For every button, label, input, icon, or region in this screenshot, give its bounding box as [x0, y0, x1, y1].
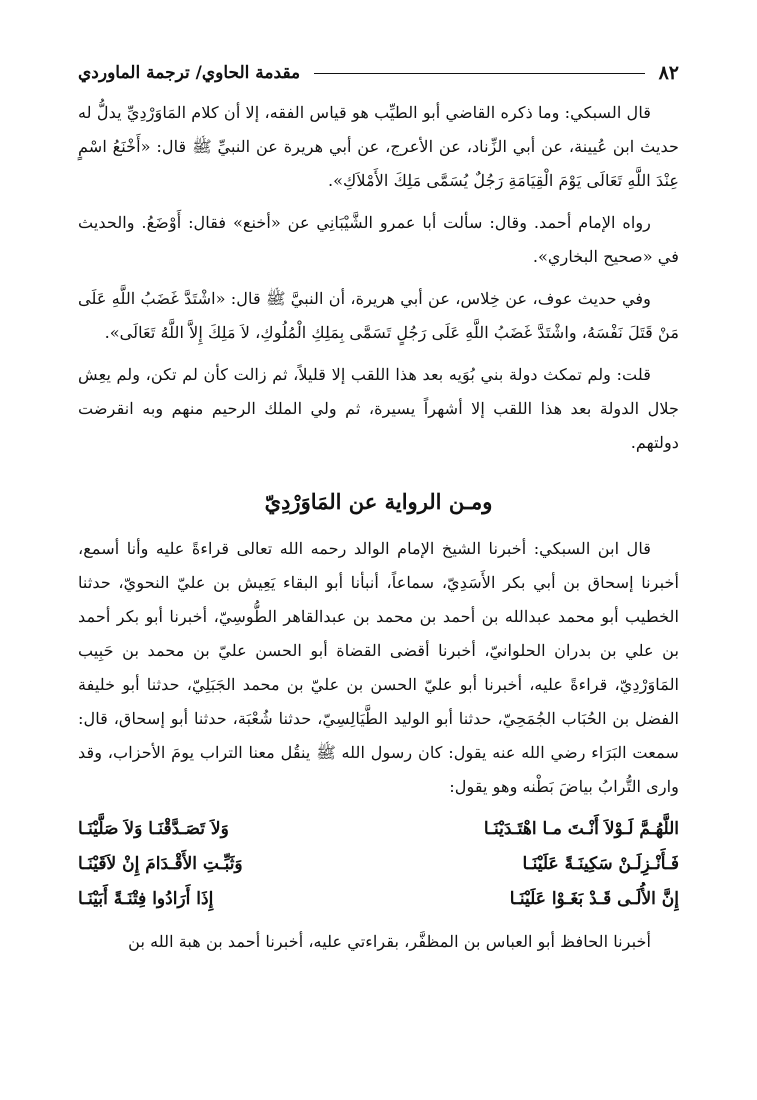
page-number: ٨٢	[658, 62, 679, 84]
poem-verses	[78, 812, 679, 917]
verse-line	[78, 812, 679, 847]
verse-second-hemistich: إِذَا أَرَادُوا فِتْنَـةً أَبَيْنَـا	[78, 889, 214, 909]
paragraph: قال السبكي: وما ذكره القاضي أبو الطيِّب هو قياس الفقه، إلا أن كلام المَاوَرْدِيِّ يدلُّ له حديث ابن عُيينة، عن أبي الزِّناد، عن الأعرج، عن أبي هريرة عن النبيِّ ﷺ قال: «أَخْنَعُ اسْمٍ عِنْدَ اللَّهِ تَعَالَى يَوْمَ الْقِيَامَةِ رَجُلٌ يُسَمَّى مَلِكَ الأَمْلاَكِ».	[78, 103, 679, 190]
header-rule	[314, 73, 644, 74]
verse-second-hemistich: وَثَبِّـتِ الأَقْـدَامَ إِنْ لاَقَيْنَـا	[78, 854, 243, 874]
paragraph: قلت: ولم تمكث دولة بني بُوَيه بعد هذا اللقب إلا قليلاً، ثم زالت كأن لم تكن، ولم يعِش جلال الدولة بعد هذا اللقب إلا أشهراً يسيرة، ثم ولي الملك الرحيم منهم وبه انقرضت دولتهم.	[78, 365, 679, 452]
verse-second-hemistich: وَلاَ تَصَـدَّقْنَـا وَلاَ صَلَّيْنَـا	[78, 819, 229, 839]
verse-first-hemistich: فَـأَنْـزِلَـنْ سَكِينَـةً عَلَيْنَـا	[522, 854, 679, 874]
section-heading: ومـن الرواية عن المَاوَرْدِيّ	[264, 489, 493, 514]
paragraph: أخبرنا الحافظ أبو العباس بن المظفَّر، بقراءتي عليه، أخبرنا أحمد بن هبة الله بن	[128, 932, 651, 951]
verse-line	[78, 847, 679, 882]
paragraph: قال ابن السبكي: أخبرنا الشيخ الإمام الوالد رحمه الله تعالى قراءةً عليه وأنا أسمع، أخبرنا إسحاق بن أبي بكر الأَسَدِيّ، سماعاً، أنبأنا أبو البقاء يَعِيش بن عليّ النحويّ، حدثنا الخطيب أبو محمد عبدالله بن أحمد بن محمد بن عبدالقاهر الطُّوسِيّ، أخبرنا أبو بكر أحمد بن علي بن بدران الحلوانيّ، أخبرنا أقضى القضاة أبو الحسن عليّ بن محمد بن حَبِيب المَاوَرْدِيّ، قراءةً عليه، أخبرنا أبو عليّ الحسن بن عليّ بن محمد الجَبَلِيّ، حدثنا أبو خليفة الفضل بن الحُبَاب الجُمَحِيّ، حدثنا أبو الوليد الطَّيَالِسِيّ، حدثنا شُعْبَة، حدثنا أبو إسحاق، قال: سمعت البَرَاء رضي الله عنه يقول: كان رسول الله ﷺ ينقُل معنا التراب يومَ الأحزاب، وقد وارى التُّرابُ بياضَ بَطْنه وهو يقول:	[78, 539, 679, 796]
verse-line	[78, 882, 679, 917]
verse-first-hemistich: اللَّهُـمَّ لَـوْلاَ أَنْـتَ مـا اهْتَـدَيْنَـا	[483, 819, 679, 839]
running-header	[78, 58, 679, 88]
paragraph: وفي حديث عوف، عن خِلاس، عن أبي هريرة، أن النبيَّ ﷺ قال: «اشْتَدَّ غَضَبُ اللَّهِ عَلَى مَنْ قَتَلَ نَفْسَهُ، واشْتَدَّ غَضَبُ اللَّهِ عَلَى رَجُلٍ تَسَمَّى بِمَلِكِ الْمُلُوكِ، لاَ مَلِكَ إِلاَّ اللَّهُ تَعَالَى».	[78, 289, 679, 342]
verse-first-hemistich: إِنَّ الأُلَـى قَـدْ بَغَـوْا عَلَيْنَـا	[509, 889, 679, 909]
page-body	[78, 96, 679, 967]
running-title: مقدمة الحاوي/ ترجمة الماوردي	[78, 63, 301, 83]
paragraph: رواه الإمام أحمد. وقال: سألت أبا عمرو الشَّيْبَانِي عن «أخنع» فقال: أَوْضَعُ. والحديث في «صحيح البخاري».	[78, 213, 679, 266]
